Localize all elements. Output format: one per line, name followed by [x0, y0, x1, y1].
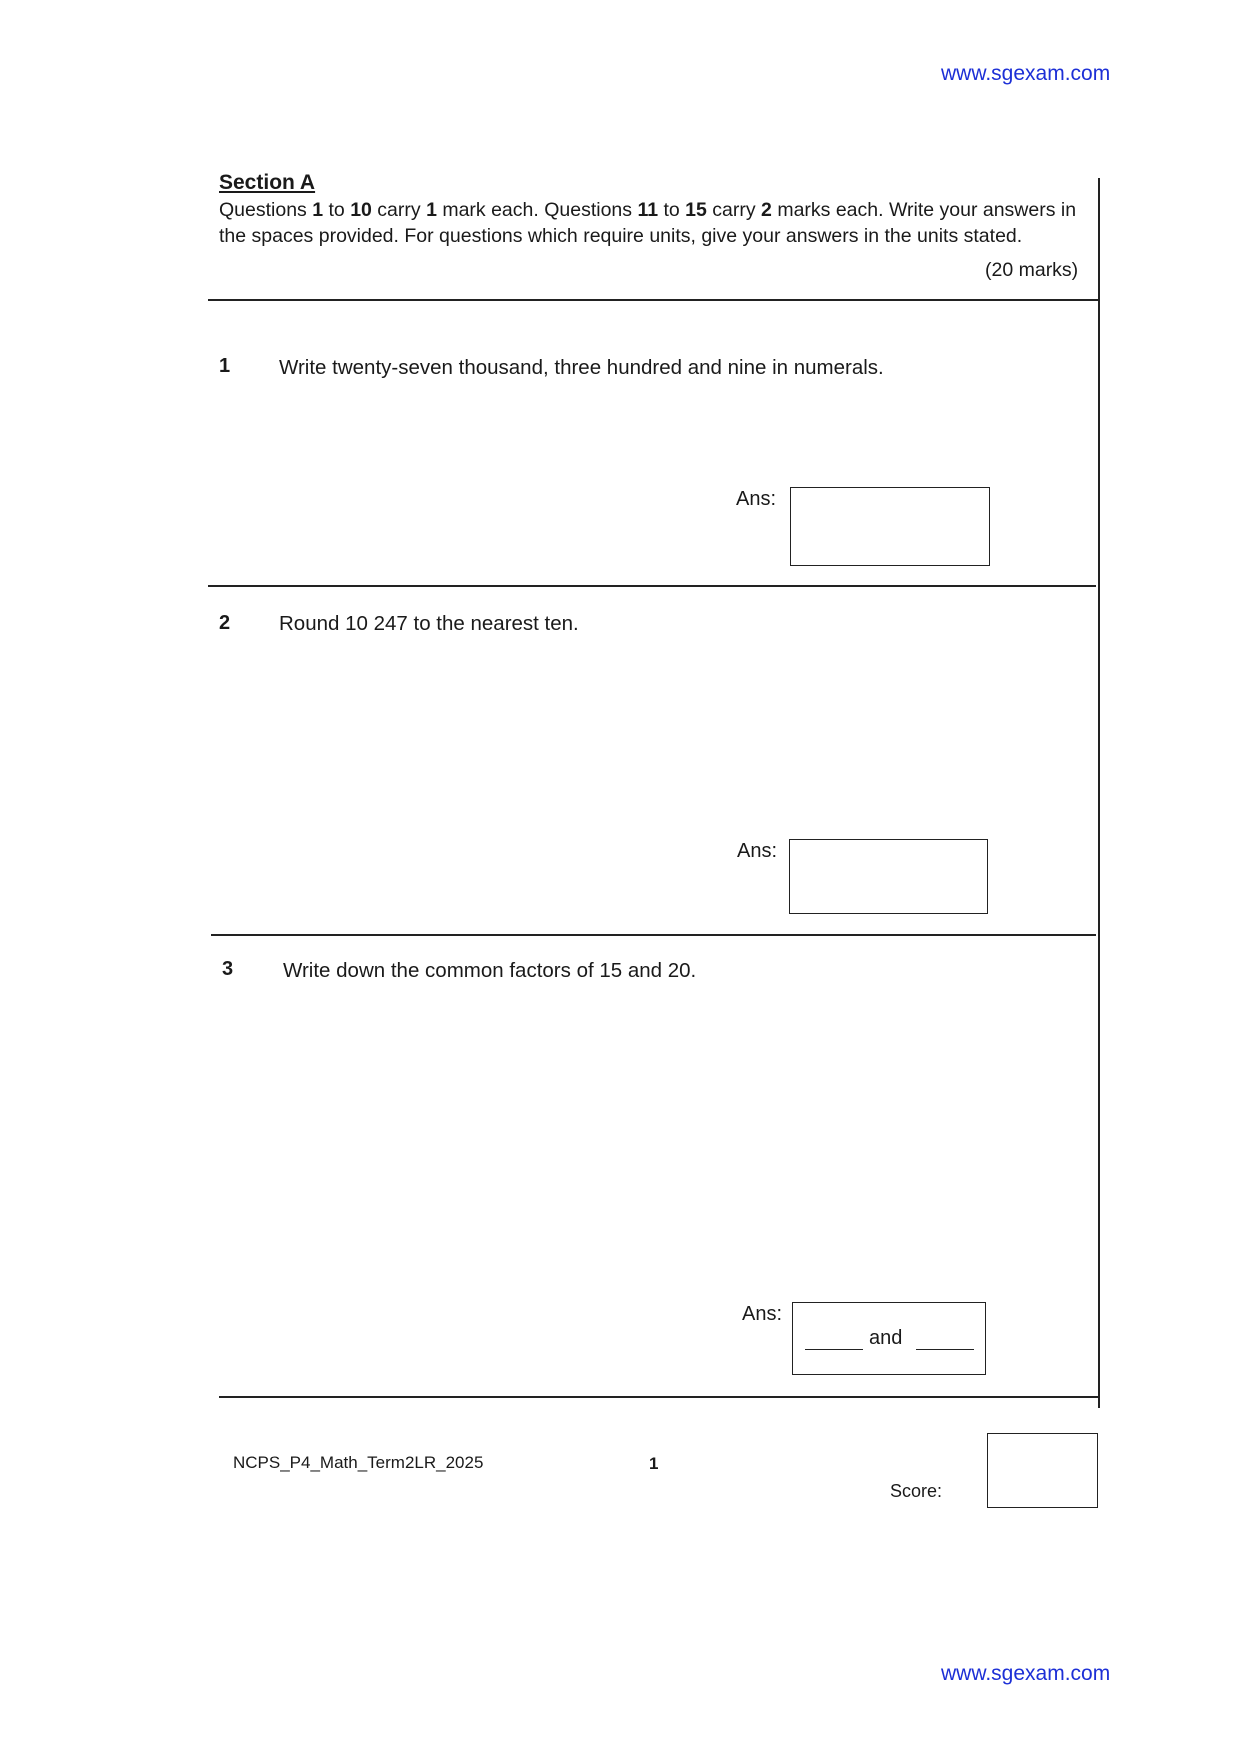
score-box[interactable] [987, 1433, 1098, 1508]
footer-code: NCPS_P4_Math_Term2LR_2025 [233, 1453, 484, 1472]
divider-q3 [219, 1396, 1100, 1398]
footer-page-number: 1 [649, 1454, 659, 1473]
question-3-number: 3 [222, 958, 234, 980]
question-2-number: 2 [219, 612, 231, 634]
question-1-answer-box[interactable] [790, 487, 990, 566]
frame-right-border [1098, 178, 1100, 1408]
question-1-ans-label: Ans: [736, 488, 777, 510]
question-3-blank-2[interactable] [916, 1331, 974, 1350]
question-2-answer-box[interactable] [789, 839, 988, 914]
question-3-blank-1[interactable] [805, 1331, 863, 1350]
question-2-text: Round 10 247 to the nearest ten. [279, 612, 579, 635]
question-1-text: Write twenty-seven thousand, three hundred and nine in numerals. [279, 356, 884, 379]
watermark-top: www.sgexam.com [941, 62, 1111, 85]
question-3-and-label: and [869, 1327, 903, 1349]
divider-q2 [211, 934, 1096, 936]
watermark-bottom: www.sgexam.com [941, 1662, 1111, 1685]
divider-header [208, 299, 1100, 301]
divider-q1 [208, 585, 1096, 587]
question-1-number: 1 [219, 355, 231, 377]
question-3-ans-label: Ans: [742, 1303, 783, 1325]
section-marks: (20 marks) [985, 259, 1079, 281]
question-3-answer-box[interactable] [792, 1302, 986, 1375]
question-3-answer-row [805, 1327, 975, 1350]
question-3-text: Write down the common factors of 15 and 20. [283, 959, 697, 982]
section-title: Section A [219, 171, 316, 194]
section-instructions: Questions 1 to 10 carry 1 mark each. Questions 11 to 15 carry 2 marks each. Write your answers in the spaces provided. For questions which require units, give your answers in the units stated. [219, 199, 1077, 247]
score-label: Score: [890, 1481, 943, 1501]
question-2-ans-label: Ans: [737, 840, 778, 862]
